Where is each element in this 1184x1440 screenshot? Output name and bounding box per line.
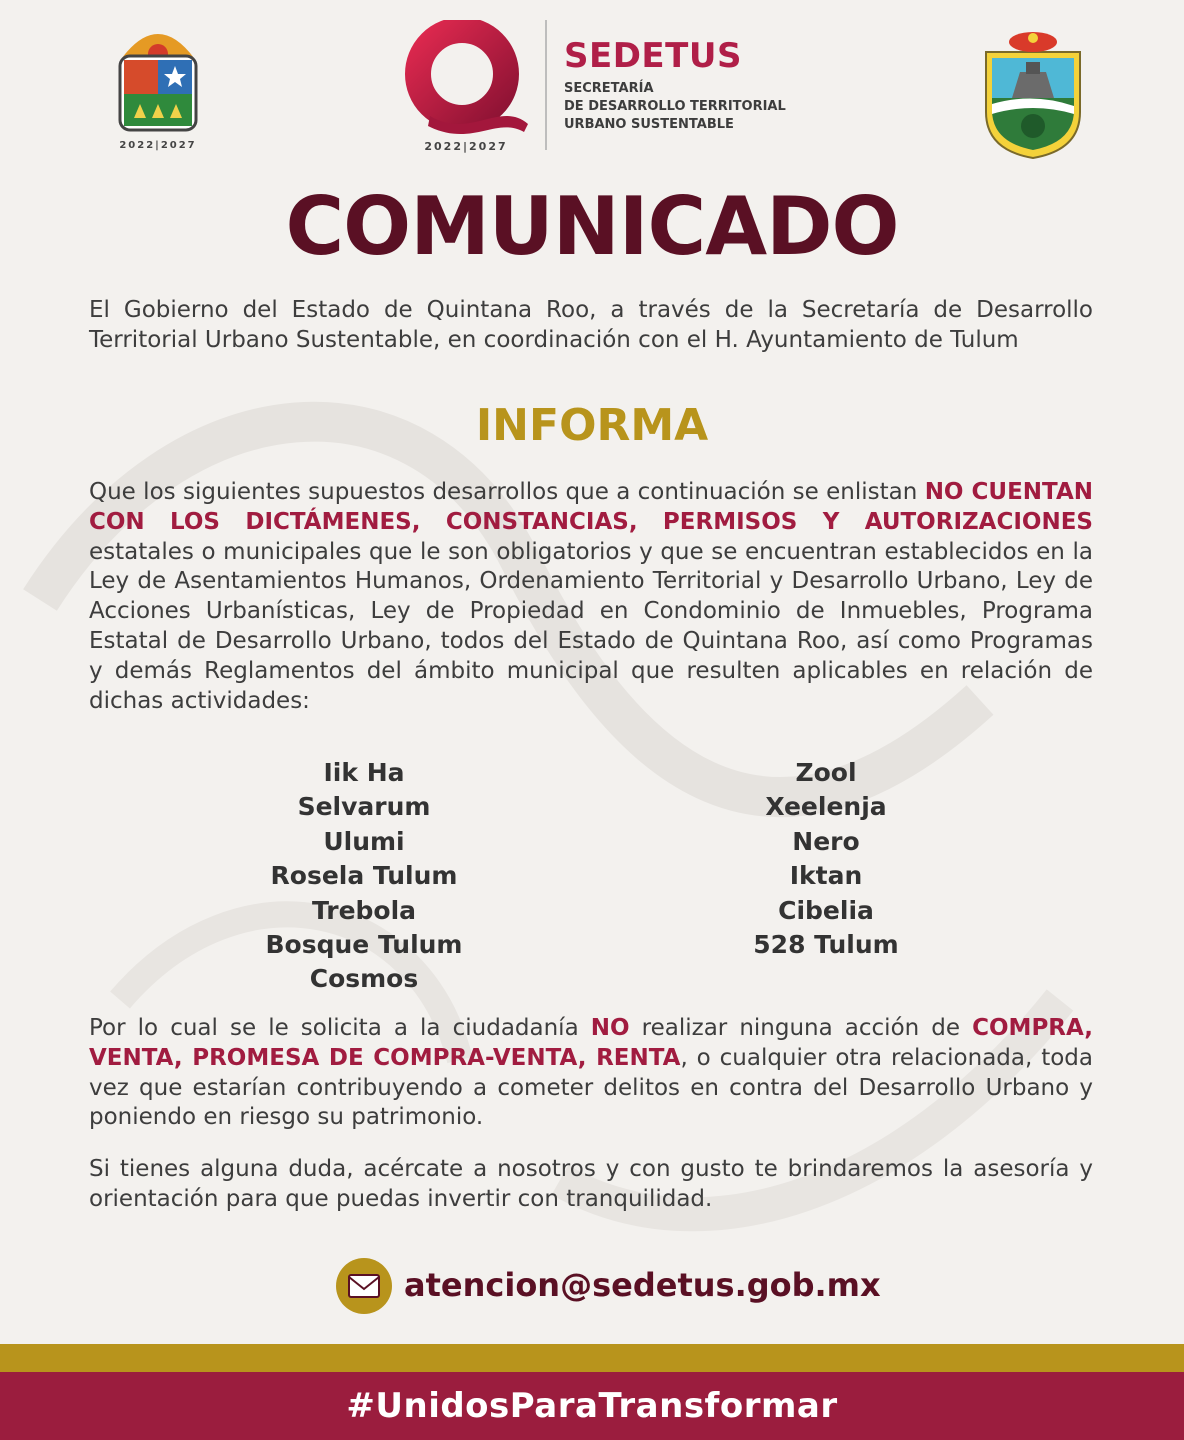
request-no: NO [590, 1015, 630, 1041]
list-item: Ulumi [323, 826, 405, 856]
q-brand-icon [400, 20, 532, 138]
page-title: COMUNICADO [285, 180, 899, 273]
list-item: Zool [795, 758, 857, 787]
informa-heading: INFORMA [475, 400, 709, 451]
advice-paragraph: Si tienes alguna duda, acércate a nosotros y con gusto te brindaremos la asesoría y orientación para que puedas invertir con tranquilidad. [89, 1156, 1093, 1212]
agency-name: SEDETUS [564, 36, 742, 76]
agency-line-3: URBANO SUSTENTABLE [564, 117, 734, 132]
footer-hashtag: #UnidosParaTransformar [346, 1386, 838, 1426]
request-rest: , o cualquier otra relacionada, toda vez que estarían contribuyendo a cometer delitos en contra del Desarrollo Urbano y poniendo en riesgo su patrimonio. [89, 1044, 1093, 1131]
developments-list-right [676, 756, 976, 962]
list-item: Iik Ha [323, 758, 405, 787]
developments-list-left [214, 756, 514, 997]
request-lead: Por lo cual se le solicita a la ciudadanía [89, 1015, 579, 1041]
agency-subtitle [564, 80, 786, 134]
notice-rest: estatales o municipales que le son obligatorios y que se encuentran establecidos en la Ley de Asentamientos Humanos, Ordenamiento Territorial y Desarrollo Urbano, Ley de Acciones Urbanísticas, Ley de Propiedad en Condominio de Inmuebles, Programa Estatal de Desarrollo Urbano, todos del Estado de Quintana Roo, así como Programas y demás Reglamentos del ámbito municipal que resulten aplicables en relación de dichas actividades: [89, 538, 1093, 714]
list-item: Nero [792, 826, 860, 856]
q-years: 2022|2027 [424, 140, 508, 153]
request-mid: realizar ninguna acción de [641, 1015, 961, 1041]
envelope-icon [336, 1258, 392, 1314]
state-seal-logo [112, 18, 204, 153]
list-item: Rosela Tulum [270, 861, 458, 891]
tulum-coat-of-arms-icon [978, 22, 1088, 162]
footer-gold-band [0, 1344, 1184, 1372]
list-item: Cosmos [309, 964, 419, 994]
list-item: Xeelenja [765, 792, 887, 822]
q-logo [400, 20, 532, 154]
list-item: 528 Tulum [753, 930, 899, 960]
header [0, 18, 1184, 158]
contact-email-link[interactable]: atencion@sedetus.gob.mx [404, 1266, 881, 1304]
notice-lead: Que los siguientes supuestos desarrollos que a continuación se enlistan [89, 479, 918, 505]
state-coat-of-arms-icon [112, 18, 204, 138]
intro-paragraph: El Gobierno del Estado de Quintana Roo, a través de la Secretaría de Desarrollo Territorial Urbano Sustentable, en coordinación con el H. Ayuntamiento de Tulum [89, 297, 1093, 353]
list-item: Selvarum [297, 792, 431, 822]
agency-line-2: DE DESARROLLO TERRITORIAL [564, 99, 786, 114]
state-years: 2022|2027 [119, 140, 197, 151]
list-item: Cibelia [778, 895, 874, 925]
list-item: Iktan [789, 861, 863, 891]
notice-highlight: NO CUENTAN CON LOS DICTÁMENES, CONSTANCIAS, PERMISOS Y AUTORIZACIONES [89, 479, 1094, 535]
agency-line-1: SECRETARÍA [564, 81, 654, 96]
request-paragraph [89, 1014, 1093, 1133]
tulum-shield-logo [978, 22, 1088, 162]
request-highlight: COMPRA, VENTA, PROMESA DE COMPRA-VENTA, RENTA [89, 1015, 1093, 1071]
notice-paragraph [89, 478, 1093, 716]
list-item: Bosque Tulum [265, 930, 463, 960]
list-item: Trebola [311, 895, 417, 925]
header-divider [545, 20, 547, 150]
